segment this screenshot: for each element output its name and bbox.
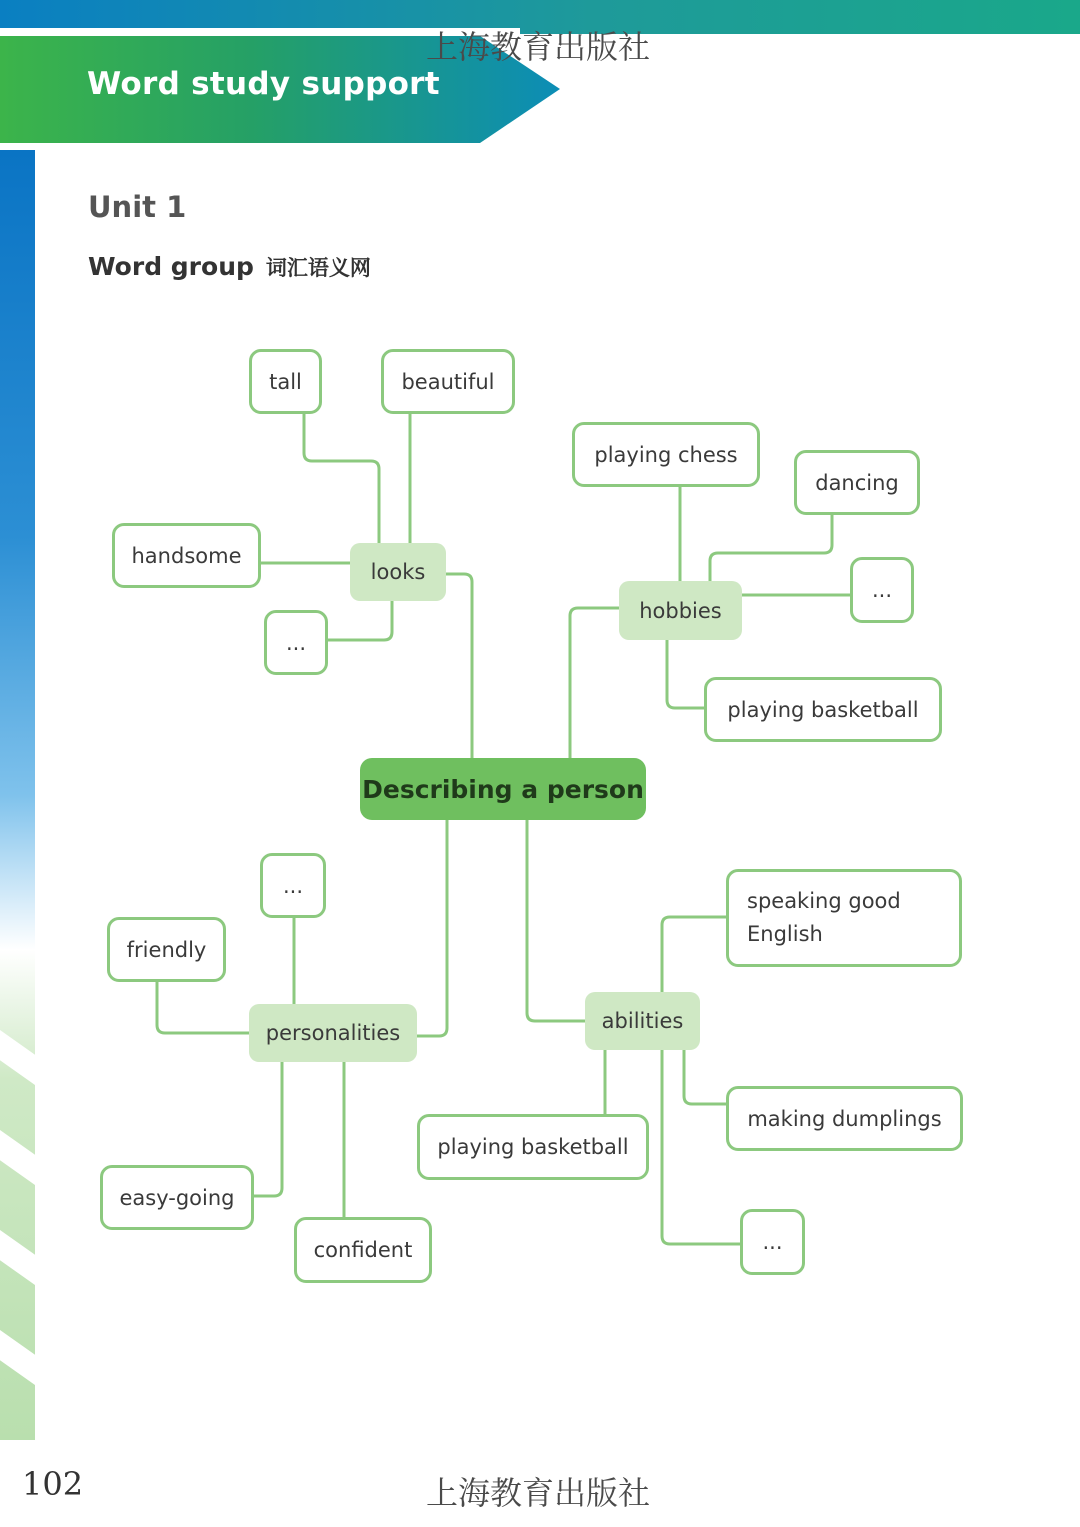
leaf-speaking-good-english: speaking good English — [726, 869, 962, 967]
connector-hobbies-basketball — [667, 640, 705, 708]
leaf-confident: confident — [294, 1217, 432, 1283]
leaf-easy-going: easy-going — [100, 1165, 254, 1230]
leaf-handsome: handsome — [112, 523, 261, 588]
leaf-beautiful: beautiful — [381, 349, 515, 414]
leaf-dancing: dancing — [794, 450, 920, 515]
connector-friendly-personalities — [157, 981, 249, 1033]
connector-hobbies-center — [570, 608, 619, 758]
page-number: 102 — [22, 1465, 84, 1503]
leaf-tall: tall — [249, 349, 322, 414]
leaf-abilities-more: ... — [740, 1209, 805, 1275]
leaf-hobbies-more: ... — [850, 557, 914, 623]
section-title-en: Word group — [88, 252, 254, 281]
leaf-hobbies-playing-basketball: playing basketball — [704, 677, 942, 742]
leaf-personality-more: ... — [260, 853, 326, 918]
category-looks: looks — [350, 543, 446, 601]
connector-looks-center — [446, 574, 472, 758]
leaf-friendly: friendly — [107, 917, 226, 982]
connector-abilities-center — [527, 820, 585, 1021]
connector-easygoing-personalities — [253, 1061, 282, 1196]
connector-looks-more — [328, 601, 392, 640]
connector-tall-looks — [304, 413, 379, 543]
publisher-watermark-top: 上海教育出版社 — [426, 28, 651, 66]
unit-title: Unit 1 — [88, 190, 187, 224]
leaf-looks-more: ... — [264, 610, 328, 675]
leaf-playing-chess: playing chess — [572, 422, 760, 487]
section-title-cn: 词汇语义网 — [265, 256, 371, 280]
category-hobbies: hobbies — [619, 581, 742, 640]
connector-dancing-hobbies — [710, 514, 832, 581]
publisher-watermark-bottom: 上海教育出版社 — [426, 1474, 651, 1512]
leaf-abilities-playing-basketball: playing basketball — [417, 1114, 649, 1180]
connector-personalities-center — [417, 820, 447, 1036]
connector-dumplings-abilities — [684, 1050, 727, 1104]
banner-title: Word study support — [87, 66, 440, 102]
category-abilities: abilities — [585, 992, 700, 1050]
category-personalities: personalities — [249, 1004, 417, 1062]
connector-english-abilities — [662, 917, 727, 992]
leaf-making-dumplings: making dumplings — [726, 1086, 963, 1151]
center-node-describing-a-person: Describing a person — [360, 758, 646, 820]
